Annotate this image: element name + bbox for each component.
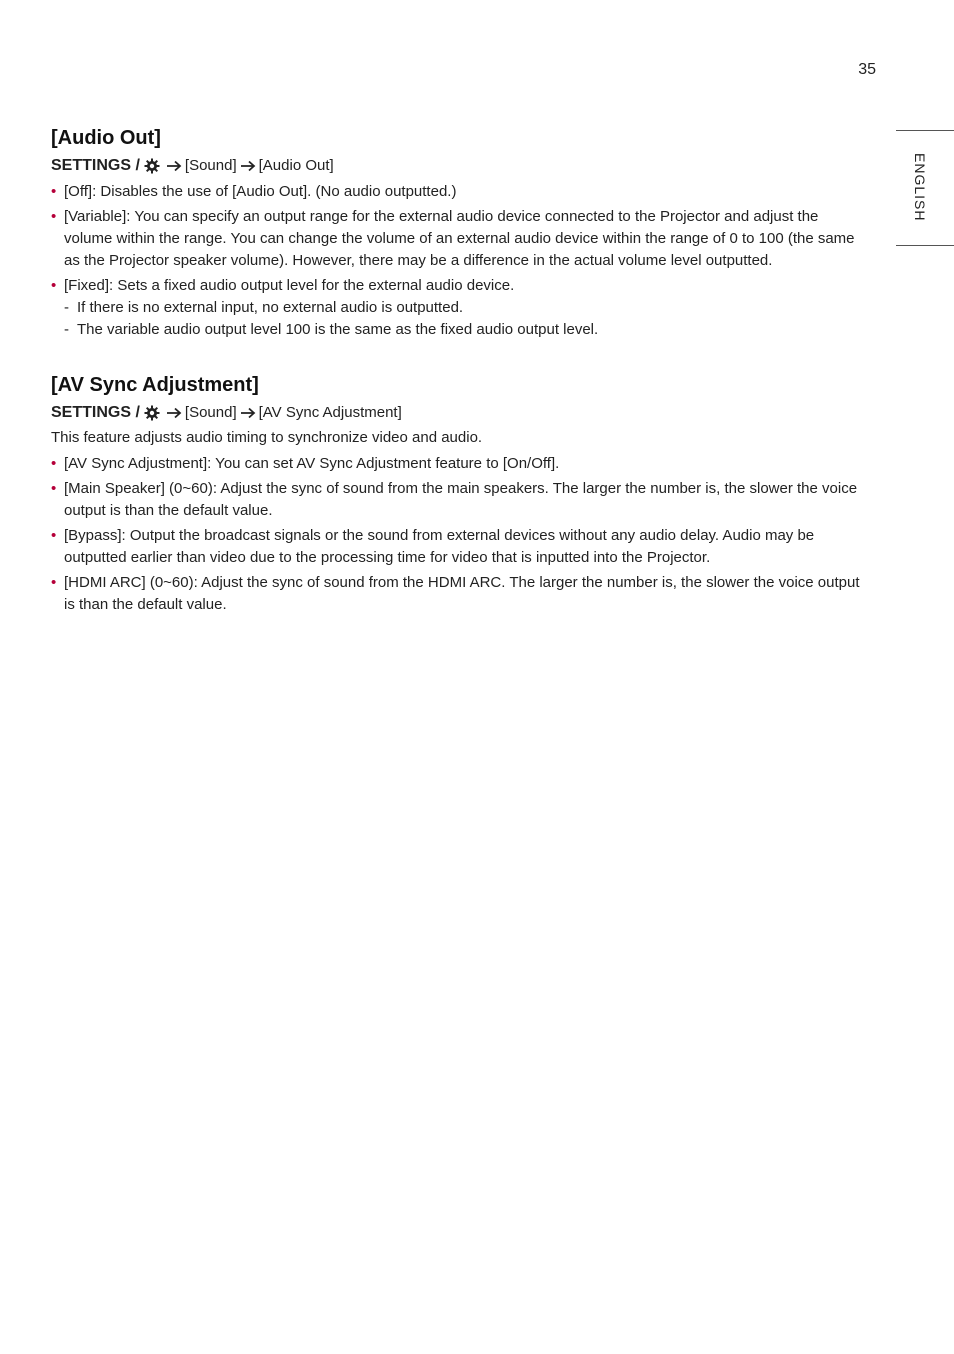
bullet-icon: •	[51, 480, 57, 497]
list-item: • [Main Speaker] (0~60): Adjust the sync of sound from the main speakers. The larger the number is, the slower the voice output is than the default value.	[51, 480, 858, 519]
bullet-list	[51, 181, 861, 341]
section-intro: This feature adjusts audio timing to synchronize video and audio.	[51, 429, 483, 446]
section-title: [Audio Out]	[51, 127, 161, 149]
arrow-right-icon	[166, 407, 182, 419]
language-tab-label: ENGLISH	[912, 153, 928, 222]
path-step-av-sync: [AV Sync Adjustment]	[258, 404, 402, 421]
gear-icon	[144, 405, 160, 421]
list-item: • [Variable]: You can specify an output range for the external audio device connected to the Projector and adjust the volume within the range. You can change the volume of an external audio device within the range of 0 to 100 (the same as the Projector speaker volume). However, there may be a difference in the actual volume level outputted.	[51, 208, 855, 269]
settings-path	[51, 155, 861, 177]
sub-list-item: - If there is no external input, no external audio is outputted.	[64, 299, 464, 316]
path-step-sound: [Sound]	[184, 404, 237, 421]
bullet-icon: •	[51, 527, 57, 544]
arrow-right-icon	[166, 160, 182, 172]
list-item: • [AV Sync Adjustment]: You can set AV Sync Adjustment feature to [On/Off].	[51, 453, 861, 475]
language-tab	[896, 130, 954, 246]
bullet-icon: •	[51, 574, 57, 591]
bullet-icon: •	[51, 277, 57, 294]
page-number: 35	[858, 61, 876, 78]
bullet-icon: •	[51, 455, 57, 472]
section-title: [AV Sync Adjustment]	[51, 374, 259, 396]
bullet-list	[51, 453, 861, 616]
sub-list	[64, 297, 861, 341]
settings-path	[51, 402, 861, 424]
path-step-audio-out: [Audio Out]	[258, 157, 334, 174]
gear-icon	[144, 158, 160, 174]
section-av-sync-adjustment	[51, 372, 861, 619]
list-item: • [Bypass]: Output the broadcast signals or the sound from external devices without any audio delay. Audio may be outputted earlier than video due to the processing time for video that is inputted into the Projector.	[51, 527, 815, 566]
settings-label: SETTINGS /	[51, 404, 140, 421]
arrow-right-icon	[240, 160, 256, 172]
list-item: • [Fixed]: Sets a fixed audio output level for the external audio device. - If there is no external input, no external audio is outputted. - The variable audio output level 100 is the same as the fixed audio output level.	[51, 275, 861, 341]
sub-list-item: - The variable audio output level 100 is the same as the fixed audio output level.	[64, 321, 599, 338]
path-step-sound: [Sound]	[184, 157, 237, 174]
settings-label: SETTINGS /	[51, 157, 140, 174]
list-item: • [HDMI ARC] (0~60): Adjust the sync of sound from the HDMI ARC. The larger the number is, the slower the voice output is than the default value.	[51, 574, 860, 613]
arrow-right-icon	[240, 407, 256, 419]
bullet-icon: •	[51, 208, 57, 225]
list-item: • [Off]: Disables the use of [Audio Out]. (No audio outputted.)	[51, 181, 861, 203]
section-audio-out	[51, 125, 861, 344]
bullet-icon: •	[51, 183, 57, 200]
